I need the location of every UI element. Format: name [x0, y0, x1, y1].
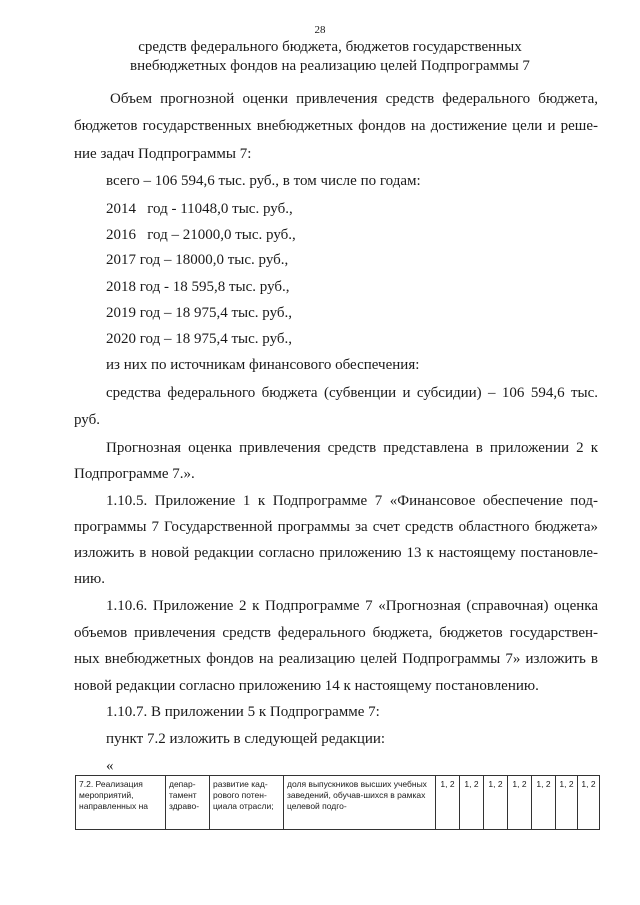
- paragraph-line: программы 7 Государственной программы за счет средств областного бюджета»: [74, 519, 598, 535]
- year-item: 2017 год – 18000,0 тыс. руб.,: [106, 252, 289, 268]
- paragraph-line: Прогнозная оценка привлечения средств представлена в приложении 2 к: [106, 440, 598, 456]
- table-row: [76, 776, 600, 830]
- year-item: 2016 год – 21000,0 тыс. руб.,: [106, 227, 296, 243]
- heading-line-2: внебюджетных фондов на реализацию целей Подпрограммы 7: [130, 58, 530, 74]
- table-cell-value: 1, 2: [460, 776, 484, 830]
- section-heading: [100, 38, 560, 76]
- table-cell-goal: развитие кад-рового потен-циала отрасли;: [210, 776, 284, 830]
- paragraph-line: Подпрограмме 7.».: [74, 466, 195, 482]
- table-cell-value: 1, 2: [578, 776, 600, 830]
- paragraph-line: новой редакции согласно приложению 14 к настоящему постановлению.: [74, 678, 539, 694]
- sources-line: из них по источникам финансового обеспечения:: [106, 357, 420, 373]
- paragraph-line: пункт 7.2 изложить в следующей редакции:: [106, 731, 386, 747]
- table-cell-value: 1, 2: [436, 776, 460, 830]
- federal-budget-line: средства федерального бюджета (субвенции и субсидии) – 106 594,6 тыс.: [106, 385, 598, 401]
- paragraph-line: 1.10.5. Приложение 1 к Подпрограмме 7 «Финансовое обеспечение под-: [106, 493, 598, 509]
- paragraph-line: бюджетов государственных внебюджетных фондов на достижение цели и реше-: [74, 118, 598, 134]
- opening-quote: «: [106, 758, 114, 774]
- table-cell-value: 1, 2: [508, 776, 532, 830]
- table-cell-executor: депар-тамент здраво-: [166, 776, 210, 830]
- paragraph-line: изложить в новой редакции согласно приложению 13 к настоящему постановле-: [74, 545, 598, 561]
- year-item: 2014 год - 11048,0 тыс. руб.,: [106, 201, 293, 217]
- table-cell-indicator: доля выпускников высших учебных заведений, обучав-шихся в рамках целевой подго-: [284, 776, 436, 830]
- total-amount: всего – 106 594,6 тыс. руб., в том числе по годам:: [106, 173, 421, 189]
- heading-line-1: средств федерального бюджета, бюджетов государственных: [138, 39, 522, 55]
- year-item: 2020 год – 18 975,4 тыс. руб.,: [106, 331, 293, 347]
- year-item: 2019 год – 18 975,4 тыс. руб.,: [106, 305, 293, 321]
- year-item: 2018 год - 18 595,8 тыс. руб.,: [106, 279, 290, 295]
- paragraph-line: 1.10.6. Приложение 2 к Подпрограмме 7 «Прогнозная (справочная) оценка: [106, 598, 598, 614]
- page-number: 28: [314, 24, 326, 36]
- paragraph-line: ние задач Подпрограммы 7:: [74, 146, 252, 162]
- table-cell-value: 1, 2: [484, 776, 508, 830]
- table-cell-measure: 7.2. Реализация мероприятий, направленных на: [76, 776, 166, 830]
- subprogram-table: [75, 775, 600, 830]
- table-cell-value: 1, 2: [556, 776, 578, 830]
- federal-budget-line: руб.: [74, 412, 100, 428]
- paragraph-line: нию.: [74, 571, 106, 587]
- paragraph-line: объемов привлечения средств федерального бюджета, бюджетов государствен-: [74, 625, 598, 641]
- paragraph-line: 1.10.7. В приложении 5 к Подпрограмме 7:: [106, 704, 380, 720]
- paragraph-line: Объем прогнозной оценки привлечения средств федерального бюджета,: [110, 91, 598, 107]
- table-cell-value: 1, 2: [532, 776, 556, 830]
- paragraph-line: ных внебюджетных фондов на реализацию целей Подпрограммы 7» изложить в: [74, 651, 598, 667]
